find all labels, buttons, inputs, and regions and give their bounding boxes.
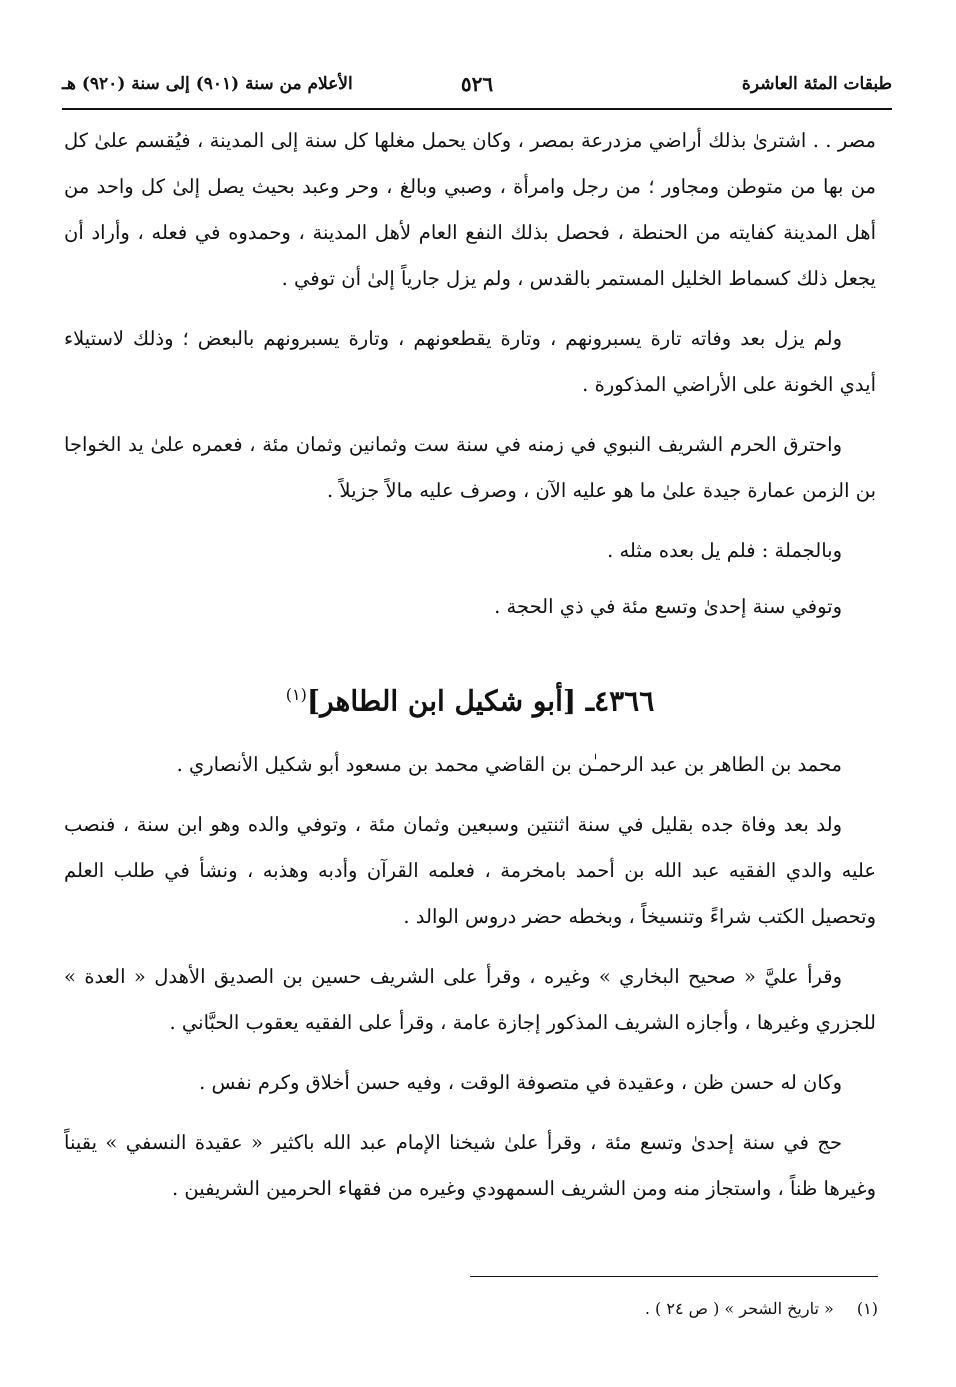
footnote-divider (470, 1276, 878, 1277)
paragraph: وقرأ عليَّ « صحيح البخاري » وغيره ، وقرأ على الشريف حسين بن الصديق الأهدل « العدة » للجزري وغيرها ، وأجازه الشريف المذكور إجازة عامة ، وقرأ على الفقيه يعقوب الحبَّاني . (64, 965, 876, 1035)
header-book-section-title: طبقات المئة العاشرة (741, 74, 892, 94)
page-number: ٥٢٦ (460, 72, 494, 96)
paragraph: ولد بعد وفاة جده بقليل في سنة اثنتين وسبعين وثمان مئة ، وتوفي والده وهو ابن سنة ، فنصب عليه والدي الفقيه عبد الله بن أحمد بامخرمة ، فعلمه القرآن وأدبه وهذبه ، ونشأ في طلب العلم وتحصيل الكتب شراءً وتنسيخاً ، وبخطه حضر دروس الوالد . (64, 813, 876, 929)
entry-heading-text: ٤٣٦٦ـ [أبو شكيل ابن الطاهر] (306, 684, 655, 718)
paragraph: وكان له حسن ظن ، وعقيدة في متصوفة الوقت ، وفيه حسن أخلاق وكرم نفس . (199, 1071, 842, 1095)
paragraph: واحترق الحرم الشريف النبوي في زمنه في سنة ست وثمانين وثمان مئة ، فعمره علىٰ يد الخواجا بن الزمن عمارة جيدة علىٰ ما هو عليه الآن ، وصرف عليه مالاً جزيلاً . (64, 433, 876, 502)
footnote-number: (١) (856, 1299, 878, 1318)
entry-heading (64, 670, 876, 726)
footnote-text: « تاريخ الشحر » ( ص ٢٤ ) . (644, 1299, 834, 1318)
header-divider (62, 108, 892, 110)
header-chapter-title: الأعلام من سنة (٩٠١) إلى سنة (٩٢٠) هـ (62, 74, 353, 94)
page-header (62, 66, 892, 102)
footnote-reference[interactable]: (١) (285, 685, 307, 704)
paragraph: حج في سنة إحدىٰ وتسع مئة ، وقرأ علىٰ شيخنا الإمام عبد الله باكثير « عقيدة النسفي » يقيناً وغيرها ظناً ، واستجاز منه ومن الشريف السمهودي وغيره من فقهاء الحرمين الشريفين . (64, 1131, 876, 1201)
paragraph: ولم يزل بعد وفاته تارة يسبرونهم ، وتارة يقطعونهم ، وتارة يسبرونهم بالبعض ؛ وذلك لاستيلاء أيدي الخونة على الأراضي المذكورة . (64, 327, 876, 396)
paragraph: وتوفي سنة إحدىٰ وتسع مئة في ذي الحجة . (494, 595, 842, 618)
main-text (64, 118, 876, 1226)
paragraph: وبالجملة : فلم يل بعده مثله . (607, 539, 842, 562)
paragraph: مصر . . اشترىٰ بذلك أراضي مزدرعة بمصر ، وكان يحمل مغلها كل سنة إلى المدينة ، فيُقسم علىٰ كل من بها من متوطن ومجاور ؛ من رجل وامرأة ، وصبي وبالغ ، وحر وعبد بحيث يصل إلىٰ كل واحد من أهل المدينة كفايته من الحنطة ، فحصل بذلك النفع العام لأهل المدينة ، وحمدوه في فعله ، وأراد أن يجعل ذلك كسماط الخليل المستمر بالقدس ، ولم يزل جارياً إلىٰ أن توفي . (64, 129, 876, 290)
footnote (645, 1294, 878, 1324)
paragraph: محمد بن الطاهر بن عبد الرحمـٰن بن القاضي محمد بن مسعود أبو شكيل الأنصاري . (176, 753, 842, 777)
